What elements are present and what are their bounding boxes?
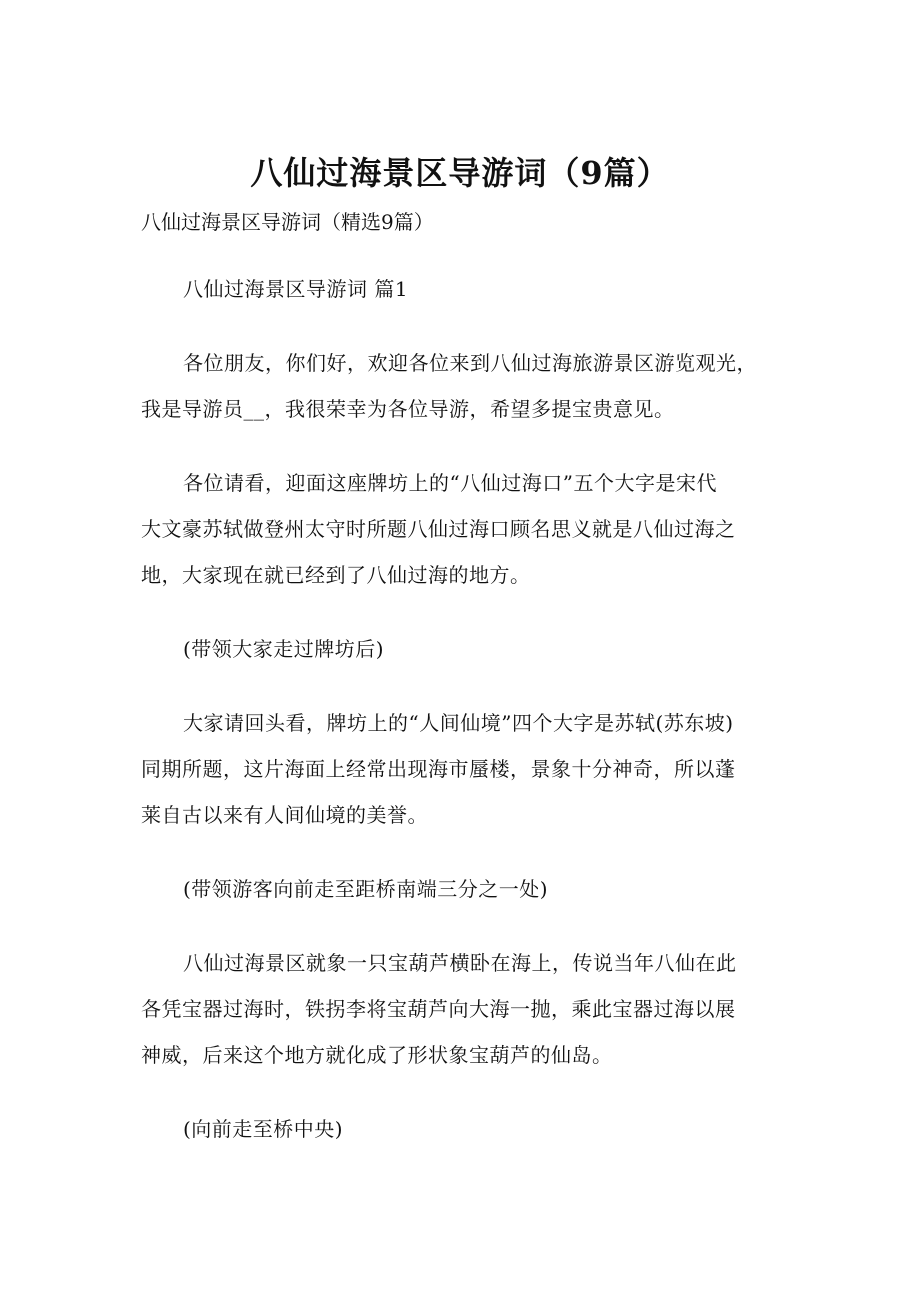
paragraph-line: 我是导游员__，我很荣幸为各位导游，希望多提宝贵意见。 xyxy=(141,397,675,421)
paragraph-welcome xyxy=(141,340,781,432)
paragraph-line: 大家请回头看，牌坊上的“人间仙境”四个大字是苏轼(苏东坡) xyxy=(183,711,734,735)
paragraph-line: 莱自古以来有人间仙境的美誉。 xyxy=(141,803,428,827)
paragraph-line: 同期所题，这片海面上经常出现海市蜃楼，景象十分神奇，所以蓬 xyxy=(141,757,736,781)
paragraph-line: (带领游客向前走至距桥南端三分之一处) xyxy=(183,877,549,901)
paragraph-line: 大文豪苏轼做登州太守时所题八仙过海口顾名思义就是八仙过海之 xyxy=(141,517,736,541)
paragraph-gourd-legend xyxy=(141,940,781,1078)
document-body xyxy=(141,266,781,1180)
paragraph-line: 地，大家现在就已经到了八仙过海的地方。 xyxy=(141,563,531,587)
paragraph-section-heading xyxy=(141,266,781,312)
paragraph-fairyland xyxy=(141,700,781,838)
paragraph-archway xyxy=(141,460,781,598)
document-title: 八仙过海景区导游词（9篇） xyxy=(250,154,670,192)
paragraph-line: 各位朋友，你们好，欢迎各位来到八仙过海旅游景区游览观光， xyxy=(183,351,757,375)
paragraph-line: 神威，后来这个地方就化成了形状象宝葫芦的仙岛。 xyxy=(141,1043,613,1067)
paragraph-stage-direction xyxy=(141,1106,781,1152)
paragraph-line: 各位请看，迎面这座牌坊上的“八仙过海口”五个大字是宋代 xyxy=(183,471,717,495)
paragraph-line: (带领大家走过牌坊后) xyxy=(183,637,385,661)
paragraph-line: 八仙过海景区就象一只宝葫芦横卧在海上，传说当年八仙在此 xyxy=(183,951,737,975)
paragraph-line: 各凭宝器过海时，铁拐李将宝葫芦向大海一抛，乘此宝器过海以展 xyxy=(141,997,736,1021)
paragraph-stage-direction xyxy=(141,626,781,672)
paragraph-stage-direction xyxy=(141,866,781,912)
paragraph-line: (向前走至桥中央) xyxy=(183,1117,344,1141)
paragraph-line: 八仙过海景区导游词 篇1 xyxy=(183,277,409,301)
document-subtitle: 八仙过海景区导游词（精选9篇） xyxy=(141,210,434,234)
